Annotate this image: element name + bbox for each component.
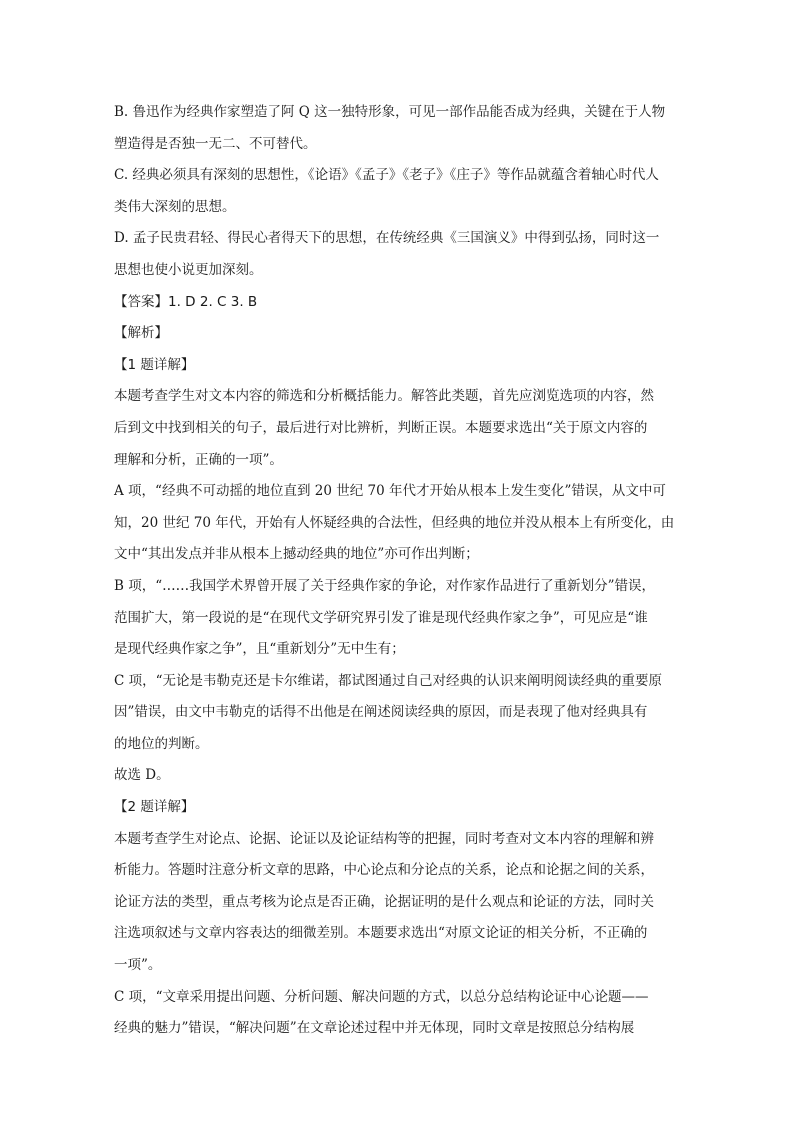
q2-paragraph-line-5: 一项”。 [114, 957, 162, 974]
q1-item-a-line-3: 文中“其出发点并非从根本上撼动经典的地位”亦可作出判断； [114, 546, 479, 563]
option-d-line-2: 思想也使小说更加深刻。 [114, 261, 263, 278]
option-c-line-2: 类伟大深刻的思想。 [114, 198, 236, 215]
q1-item-c-line-1: C 项，“无论是韦勒克还是卡尔维诺，都试图通过自己对经典的认识来阐明阅读经典的重要原 [114, 672, 663, 689]
q2-paragraph-line-1: 本题考查学生对论点、论据、论证以及论证结构等的把握，同时考查对文本内容的理解和辨 [114, 830, 654, 847]
q1-choice-line: 故选 D。 [114, 767, 170, 784]
q2-paragraph-line-2: 析能力。答题时注意分析文章的思路，中心论点和分论点的关系，论点和论据之间的关系， [114, 862, 654, 879]
answer-line: 【答案】1. D 2. C 3. B [114, 293, 258, 310]
q1-item-c-line-2: 因”错误，由文中韦勒克的话得不出他是在阐述阅读经典的原因，而是表现了他对经典具有 [114, 704, 648, 721]
option-c-line-1: C. 经典必须具有深刻的思想性，《论语》《孟子》《老子》《庄子》等作品就蕴含着轴心时代人 [114, 167, 659, 184]
q1-paragraph-line-3: 理解和分析，正确的一项”。 [114, 451, 283, 468]
option-b-line-2: 塑造得是否独一无二、不可替代。 [114, 135, 317, 152]
document-page [114, 97, 682, 1045]
q1-item-a-line-1: A 项，“经典不可动摇的地位直到 20 世纪 70 年代才开始从根本上发生变化”错误，从文中可 [114, 483, 666, 500]
q1-item-b-line-2: 范围扩大，第一段说的是“在现代文学研究界引发了谁是现代经典作家之争”，可见应是“谁 [114, 609, 648, 626]
option-b-line-1: B. 鲁迅作为经典作家塑造了阿 Q 这一独特形象，可见一部作品能否成为经典，关键在于人物 [114, 104, 666, 120]
q2-item-c-line-2: 经典的魅力”错误，“解决问题”在文章论述过程中并无体现，同时文章是按照总分结构展 [114, 1020, 635, 1037]
q1-item-c-line-3: 的地位的判断。 [114, 735, 209, 752]
q2-detail-heading: 【2 题详解】 [114, 799, 195, 816]
q2-item-c-line-1: C 项，“文章采用提出问题、分析问题、解决问题的方式，以总分总结构论证中心论题—— [114, 988, 649, 1005]
option-d-line-1: D. 孟子民贵君轻、得民心者得天下的思想，在传统经典《三国演义》中得到弘扬，同时这一 [114, 230, 660, 247]
q2-paragraph-line-3: 论证方法的类型，重点考核为论点是否正确，论据证明的是什么观点和论证的方法，同时关 [114, 893, 654, 910]
q1-item-b-line-1: B 项，“……我国学术界曾开展了关于经典作家的争论，对作家作品进行了重新划分”错误， [114, 577, 656, 594]
q1-paragraph-line-2: 后到文中找到相关的句子，最后进行对比辨析，判断正误。本题要求选出“关于原文内容的 [114, 419, 648, 436]
q1-detail-heading: 【1 题详解】 [114, 356, 195, 373]
q1-item-b-line-3: 是现代经典作家之争”，且“重新划分”无中生有； [114, 641, 405, 658]
q2-paragraph-line-4: 注选项叙述与文章内容表达的细微差别。本题要求选出“对原文论证的相关分析，不正确的 [114, 925, 648, 942]
q1-paragraph-line-1: 本题考查学生对文本内容的筛选和分析概括能力。解答此类题，首先应浏览选项的内容，然 [114, 388, 654, 405]
analysis-heading: 【解析】 [114, 325, 168, 342]
q1-item-a-line-2: 知，20 世纪 70 年代，开始有人怀疑经典的合法性，但经典的地位并没从根本上有所变化，由 [114, 514, 675, 531]
